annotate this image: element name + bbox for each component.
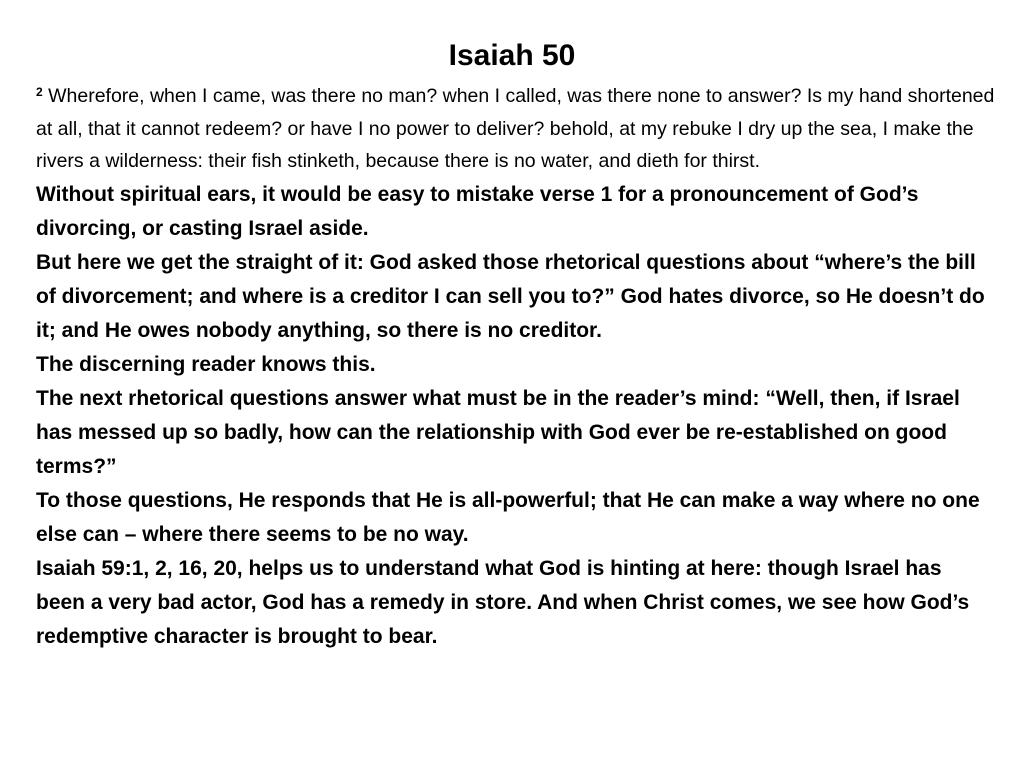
- verse-text: Wherefore, when I came, was there no man? when I called, was there none to answer? Is my hand shortened at all, that it cannot redeem? or have I no power to deliver? behold, at my rebuke I dry up the sea, I make the rivers a wilderness: their fish stinketh, because there is no water, and dieth for thirst.: [36, 85, 995, 172]
- commentary-paragraph-1: Without spiritual ears, it would be easy to mistake verse 1 for a pronouncement of God’s divorcing, or casting Israel aside.: [36, 182, 919, 240]
- slide-body: [36, 80, 996, 654]
- commentary-paragraph-4: The next rhetorical questions answer what must be in the reader’s mind: “Well, then, if Israel has messed up so badly, how can the relationship with God ever be re-established on good terms?”: [36, 386, 960, 478]
- commentary-paragraph-2: But here we get the straight of it: God asked those rhetorical questions about “where’s the bill of divorcement; and where is a creditor I can sell you to?” God hates divorce, so He doesn’t do it; and He owes nobody anything, so there is no creditor.: [36, 250, 985, 342]
- slide-title: Isaiah 50: [448, 39, 576, 72]
- commentary-paragraph-5: To those questions, He responds that He is all-powerful; that He can make a way where no one else can – where there seems to be no way.: [36, 488, 980, 546]
- verse-paragraph: [36, 80, 996, 178]
- verse-number: 2: [36, 85, 43, 99]
- commentary-paragraph-6: Isaiah 59:1, 2, 16, 20, helps us to understand what God is hinting at here: though Israel has been a very bad actor, God has a remedy in store. And when Christ comes, we see how God’s redemptive character is brought to bear.: [36, 556, 970, 648]
- commentary-paragraph-3: The discerning reader knows this.: [36, 352, 376, 376]
